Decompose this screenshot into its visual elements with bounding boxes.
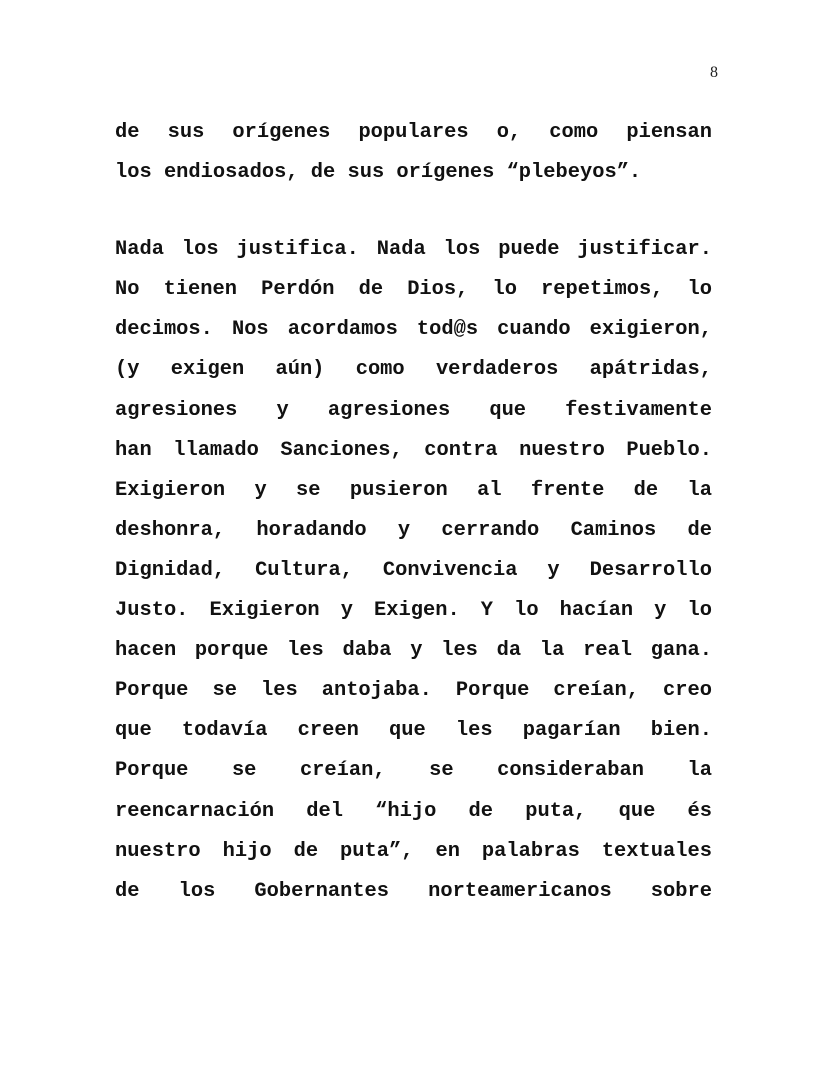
word: (y (115, 358, 140, 382)
word: aún) (275, 358, 325, 382)
word: se (429, 759, 454, 783)
word: y (340, 599, 353, 623)
word: lo (514, 599, 539, 623)
word: de (468, 799, 494, 823)
word: nuestro (519, 438, 605, 462)
word: reencarnación (115, 799, 275, 823)
word: verdaderos (435, 358, 559, 382)
word: tienen (163, 278, 237, 302)
text-line (115, 431, 712, 471)
word: Nada (115, 238, 164, 262)
word: orígenes (232, 121, 331, 144)
text-line (115, 872, 712, 912)
text-line (115, 471, 712, 511)
word: de (358, 278, 384, 302)
word: Pueblo. (626, 438, 712, 462)
word: de (115, 879, 140, 903)
word: acordamos (287, 318, 398, 342)
word: justificar. (577, 238, 712, 262)
word: és (687, 799, 712, 823)
word: y (547, 558, 560, 582)
text-line (115, 671, 712, 711)
text-line (115, 511, 712, 551)
word: y (654, 599, 667, 623)
word: Convivencia (382, 558, 518, 582)
word: hijo (222, 839, 272, 863)
word: agresiones (327, 398, 451, 422)
word: Gobernantes (254, 879, 390, 903)
word: llamado (173, 438, 259, 462)
word: la (687, 478, 712, 502)
word: los (443, 238, 481, 262)
word: de (115, 121, 140, 144)
text-line (115, 230, 712, 270)
paragraph-gap (115, 193, 712, 230)
word: antojaba. (321, 679, 432, 703)
text-line (115, 792, 712, 832)
word: Y (480, 599, 494, 623)
word: que (115, 719, 152, 743)
text-line (115, 113, 712, 153)
word: nuestro (115, 839, 201, 863)
text-line: los endiosados, de sus orígenes “plebeyos”. (115, 161, 642, 185)
word: bien. (650, 719, 712, 743)
word: puta”, (340, 839, 414, 863)
word: Perdón (261, 278, 335, 302)
word: Caminos (570, 518, 657, 542)
word: Exigieron (115, 478, 226, 502)
word: da (496, 639, 522, 663)
word: lo (687, 599, 712, 623)
word: Dios, (407, 278, 469, 302)
word: populares (358, 121, 469, 144)
text-line (115, 391, 712, 431)
word: y (410, 639, 423, 663)
text-line (115, 751, 712, 791)
word: hacían (559, 599, 634, 623)
word: la (687, 759, 712, 783)
word: les (287, 639, 324, 663)
word: No (115, 278, 140, 302)
word: textuales (601, 839, 712, 863)
word: al (477, 478, 502, 502)
word: Porque (115, 679, 189, 703)
word: Desarrollo (589, 558, 712, 582)
word: agresiones (115, 398, 238, 422)
word: puta, (525, 799, 587, 823)
text-line (115, 270, 712, 310)
text-line (115, 832, 712, 872)
word: piensan (626, 121, 712, 144)
word: Porque (115, 759, 189, 783)
word: exigen (170, 358, 245, 382)
word: de (687, 518, 712, 542)
word: les (441, 639, 478, 663)
word: se (231, 759, 257, 783)
word: frente (530, 478, 605, 502)
document-body (115, 113, 712, 912)
word: pagarían (522, 719, 621, 743)
word: como (355, 358, 405, 382)
word: hacen (115, 639, 177, 663)
word: cerrando (441, 518, 540, 542)
word: de (633, 478, 659, 502)
text-line (115, 551, 712, 591)
word: los (178, 879, 216, 903)
page-number: 8 (710, 64, 718, 81)
word: “hijo (375, 799, 437, 823)
word: apátridas, (589, 358, 712, 382)
word: se (212, 679, 237, 703)
text-line (115, 631, 712, 671)
word: tod@s (416, 318, 479, 342)
word: creían, (299, 759, 386, 783)
word: en (435, 839, 460, 863)
word: se (296, 478, 321, 502)
word: sobre (650, 879, 712, 903)
word: sus (167, 121, 205, 144)
word: gana. (650, 639, 712, 663)
word: y (254, 478, 267, 502)
word: real (583, 639, 633, 663)
word: horadando (256, 518, 367, 542)
word: Exigen. (374, 599, 460, 623)
word: y (276, 398, 289, 422)
word: Sanciones, (280, 438, 403, 462)
word: creen (297, 719, 359, 743)
paragraph-2 (115, 230, 712, 912)
word: que (388, 719, 426, 743)
word: contra (424, 438, 498, 462)
word: daba (342, 639, 392, 663)
word: pusieron (349, 478, 448, 502)
word: todavía (181, 719, 268, 743)
word: Nada (376, 238, 426, 262)
paragraph-1 (115, 113, 712, 193)
word: y (397, 518, 411, 542)
word: exigieron, (589, 318, 712, 342)
word: del (306, 799, 343, 823)
word: palabras (481, 839, 580, 863)
word: han (115, 438, 152, 462)
word: les (260, 679, 298, 703)
word: Cultura, (255, 558, 353, 582)
text-line (115, 711, 712, 751)
word: lo (492, 278, 517, 302)
word: que (618, 799, 656, 823)
word: la (539, 639, 565, 663)
word: deshonra, (115, 518, 226, 542)
word: cuando (497, 318, 571, 342)
word: Dignidad, (115, 558, 226, 582)
word: festivamente (565, 398, 712, 422)
word: Porque (455, 679, 530, 703)
word: los (181, 238, 219, 262)
word: les (455, 719, 493, 743)
word: que (489, 398, 527, 422)
word: o, (496, 121, 522, 144)
word: creo (663, 679, 712, 703)
word: creían, (553, 679, 639, 703)
word: Exigieron (209, 599, 320, 623)
word: porque (194, 639, 269, 663)
word: puede (498, 238, 560, 262)
word: como (549, 121, 599, 144)
word: justifica. (236, 238, 359, 262)
word: consideraban (497, 759, 644, 783)
word: repetimos, (541, 278, 664, 302)
word: de (293, 839, 319, 863)
word: Justo. (115, 599, 189, 623)
word: lo (687, 278, 712, 302)
word: Nos (231, 318, 269, 342)
word: norteamericanos (428, 879, 612, 903)
text-line (115, 591, 712, 631)
word: decimos. (115, 318, 213, 342)
text-line (115, 350, 712, 390)
text-line (115, 310, 712, 350)
